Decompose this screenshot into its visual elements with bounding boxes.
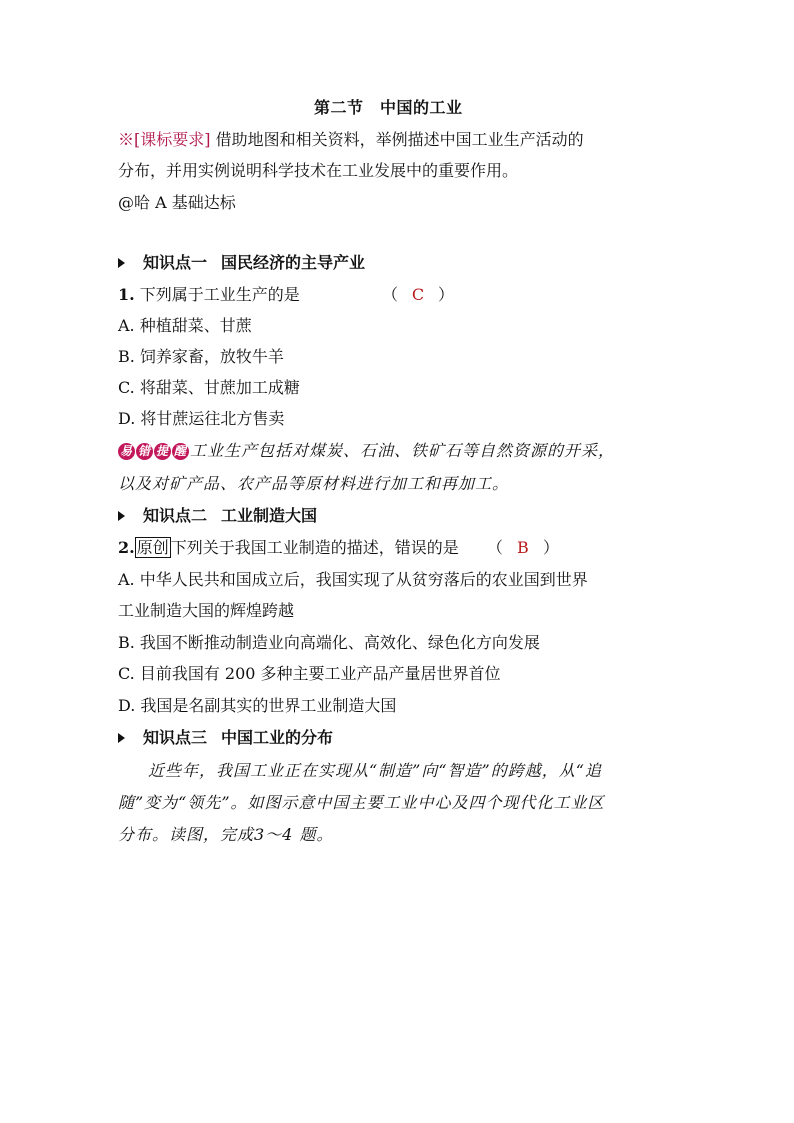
requirement-tag: ※[课标要求] (118, 130, 211, 149)
option-a-line-1: A. 中华人民共和国成立后，我国实现了从贫穷落后的农业国到世界 (118, 570, 588, 589)
requirement-line-2: 分布，并用实例说明科学技术在工业发展中的重要作用。 (118, 161, 519, 180)
triangle-bullet-icon (118, 258, 125, 268)
tip-text-1: 工业生产包括对煤炭、石油、铁矿石等自然资源的开采， (190, 441, 616, 460)
question-1-stem (118, 285, 454, 305)
option-a-line-2: 工业制造大国的辉煌跨越 (118, 601, 295, 620)
question-2-stem (118, 538, 559, 558)
tip-line-2: 以及对矿产品、农产品等原材料进行加工和再加工。 (118, 474, 510, 493)
option-c: C. 目前我国有 200 多种主要工业产品产量居世界首位 (118, 664, 501, 683)
option-a: A. 种植甜菜、甘蔗 (118, 316, 252, 335)
section-label: 知识点二 (143, 506, 208, 525)
tip-line-1 (118, 441, 615, 461)
requirement-text-1: 借助地图和相关资料，举例描述中国工业生产活动的 (215, 130, 584, 149)
passage-line-3: 分布。读图，完成3～4 题。 (118, 825, 334, 844)
question-text: 下列关于我国工业制造的描述，错误的是 (170, 538, 459, 557)
tip-badge: 易 (119, 444, 133, 458)
answer: B (517, 538, 529, 557)
section-name: 中国工业的分布 (221, 728, 334, 747)
question-number: 2. (118, 538, 135, 557)
original-tag: 原创 (136, 538, 169, 557)
passage-line-2: 随”变为“领先”。如图示意中国主要工业中心及四个现代化工业区 (118, 793, 605, 812)
section-label: 知识点一 (143, 253, 208, 272)
section-heading-3 (118, 728, 333, 748)
paren-open: （ (382, 285, 399, 304)
section-name: 工业制造大国 (221, 506, 318, 525)
page-title: 第二节 中国的工业 (314, 98, 463, 117)
option-d: D. 我国是名副其实的世界工业制造大国 (118, 696, 397, 715)
paren-close: ） (542, 538, 559, 557)
section-heading-2 (118, 506, 317, 526)
tip-badge: 错 (137, 444, 151, 458)
option-b: B. 我国不断推动制造业向高端化、高效化、绿色化方向发展 (118, 633, 540, 652)
triangle-bullet-icon (118, 511, 125, 521)
level-label: @哈 A 基础达标 (118, 193, 236, 212)
triangle-bullet-icon (118, 733, 125, 743)
option-d: D. 将甘蔗运往北方售卖 (118, 409, 285, 428)
question-text: 下列属于工业生产的是 (139, 285, 300, 304)
section-heading-1 (118, 253, 365, 273)
tip-badge: 提 (155, 444, 169, 458)
passage-line-1: 近些年，我国工业正在实现从“制造”向“智造”的跨越，从“追 (148, 761, 602, 780)
section-label: 知识点三 (143, 728, 208, 747)
section-name: 国民经济的主导产业 (221, 253, 366, 272)
question-number: 1. (118, 285, 135, 304)
paren-close: ） (438, 285, 455, 304)
option-b: B. 饲养家畜，放牧牛羊 (118, 347, 284, 366)
requirement-line-1 (118, 130, 584, 150)
tip-badge: 醒 (173, 444, 187, 458)
option-c: C. 将甜菜、甘蔗加工成糖 (118, 378, 300, 397)
answer: C (411, 285, 425, 304)
paren-open: （ (486, 538, 503, 557)
